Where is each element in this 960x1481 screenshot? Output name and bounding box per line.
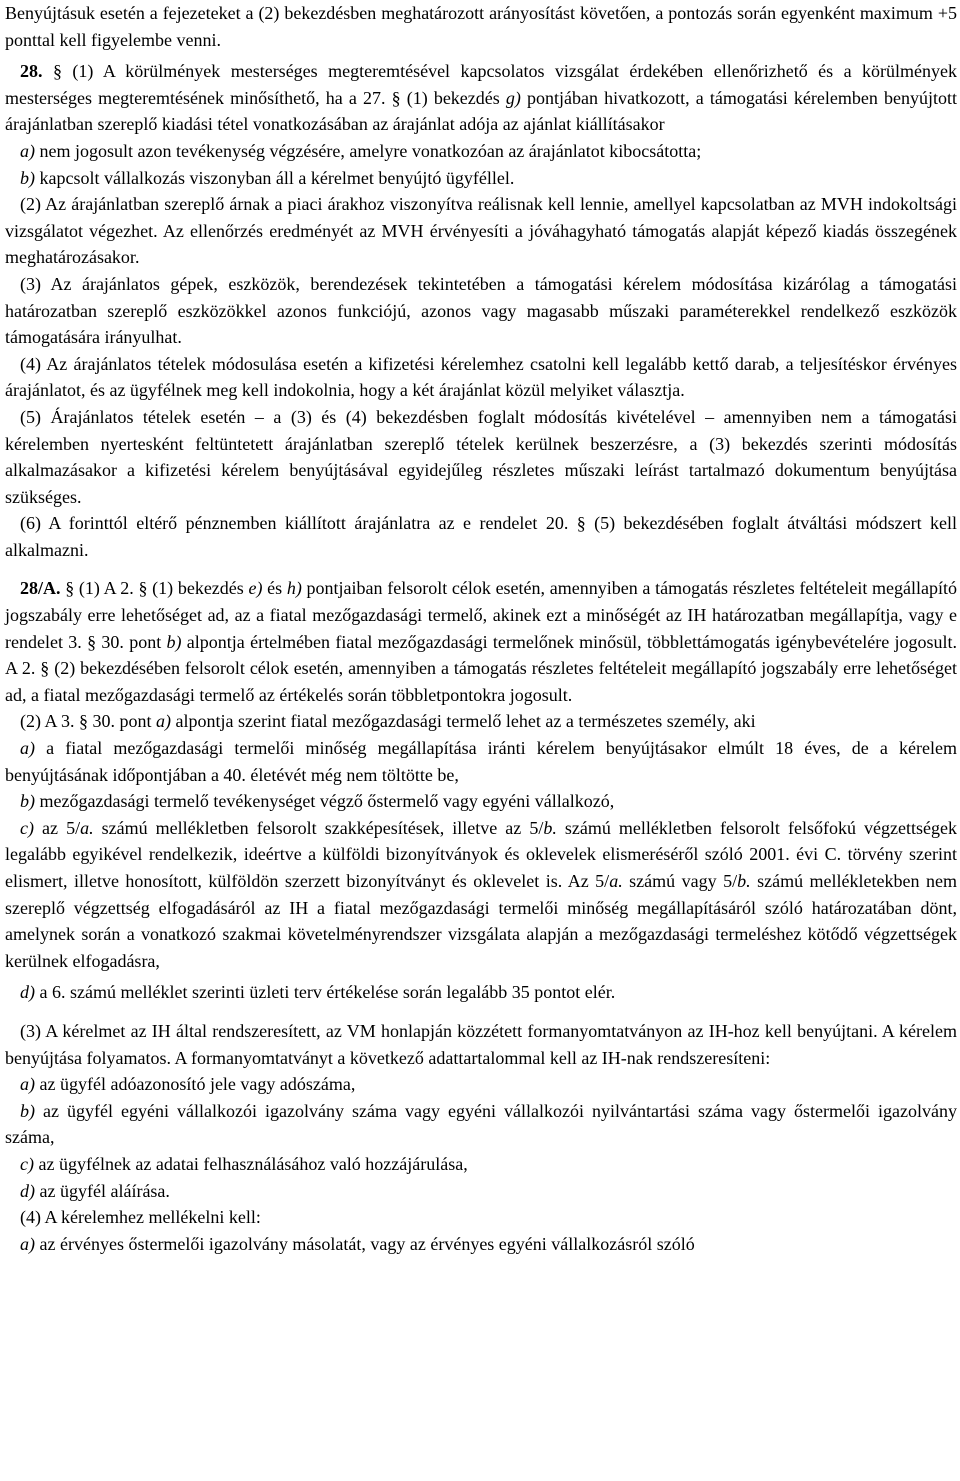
text-run: § (1) A körülmények mesterséges megteremtésével kapcsolatos vizsgálat érdekében ellenőrizhető és a körülmények mesterséges megteremtésének minősíthető, ha a 27. § (1) bekezdés [5,61,957,108]
text-run: az érvényes őstermelői igazolvány másolatát, vagy az érvényes egyéni vállalkozásról szóló [35,1233,695,1254]
item-marker: b) [20,791,35,812]
text-run: számú mellékletben felsorolt felsőfokú végzettségek legalább egyikével rendelkezik, ideértve a külföldi bizonyítványok és oklevelek elismeréséről szóló 2001. évi C. törvény szerint elismert, illetve honosított, külföldön szerzett bizonyítványt és oklevelet is. Az 5/ [5,817,957,891]
text-run: pontjaiban felsorolt célok esetén, amennyiben a támogatás részletes feltételeit megállapító jogszabály erre lehetőséget ad, az a fiatal mezőgazdasági termelő, akinek ezt a minőségét az IH határozatban megállapítja, vagy e rendelet 3. § 30. pont [5,578,958,652]
list-item-a [5,138,957,165]
text-run: mezőgazdasági termelő tevékenységet végző őstermelő vagy egyéni vállalkozó, [35,791,615,812]
section-28a-para-1 [5,575,957,708]
list-item-a [5,1071,957,1098]
item-marker: h) [286,578,302,599]
text-run: az 5/ [33,817,81,838]
text-run: az ügyfél egyéni vállalkozói igazolvány száma vagy egyéni vállalkozói nyilvántartási száma vagy őstermelői igazolvány száma, [5,1100,957,1148]
section-28-para-5 [5,404,957,510]
section-28a-para-2 [5,708,957,735]
text-run: (4) A kérelemhez mellékelni kell: [20,1207,261,1228]
text-run: (5) Árajánlatos tételek esetén – a (3) és (4) bekezdésben foglalt módosítás kivételével – amennyiben nem a támogatási kérelemben nyertesként feltüntetett árajánlatban szereplő tételek kerülnek beszerzésre, a (3) bekezdés szerinti módosítás alkalmazásakor a kifizetési kérelem benyújtásával egyidejűleg részletes műszaki leírást tartalmazó dokumentum benyújtása szükséges. [5,406,957,507]
text-run: (3) A kérelmet az IH által rendszeresített, az VM honlapján közzétett formanyomtatványon az IH-hoz kell benyújtani. A kérelem benyújtása folyamatos. A formanyomtatványt a következő adattartalommal kell az IH-nak rendszeresíteni: [5,1020,957,1068]
list-item-c [5,815,957,975]
item-marker: a) [20,1233,35,1254]
item-marker: a. [80,817,94,838]
section-number: 28/A. [20,578,61,599]
text-run: az ügyfél adóazonosító jele vagy adószáma, [35,1074,356,1095]
text-run: számú mellékletben felsorolt szakképesítések, illetve az 5/ [93,817,544,838]
item-marker: b) [20,167,35,188]
section-28-para-2 [5,191,957,271]
section-28-para-6 [5,510,957,563]
item-marker: d) [20,982,35,1003]
list-item-b [5,788,957,815]
item-marker: c) [20,1153,34,1174]
text-run: (2) Az árajánlatban szereplő árnak a piaci árakhoz viszonyítva reálisnak kell lennie, amellyel kapcsolatban az MVH indokoltsági vizsgálatot végezhet. Az ellenőrzés eredményét az MVH érvényesíti a jóváhagyható támogatás alapját képező kiadás összegének meghatározásakor. [5,194,957,268]
item-marker: a) [156,711,172,732]
text-run: (4) Az árajánlatos tételek módosulása esetén a kifizetési kérelemhez csatolni kell legalább kettő darab, a teljesítéskor érvényes árajánlatot, és az ügyfélnek meg kell indokolnia, hogy a két árajánlat közül melyiket választja. [5,353,957,401]
list-item-b [5,1098,957,1151]
text-run: (2) A 3. § 30. pont [20,711,157,732]
item-marker: g) [505,87,521,108]
list-item-d [5,979,957,1006]
text-run: az ügyfélnek az adatai felhasználásához való hozzájárulása, [33,1153,468,1174]
text-run: nem jogosult azon tevékenység végzésére, amelyre vonatkozóan az árajánlatot kibocsátotta; [35,140,702,161]
item-marker: a. [609,871,623,891]
item-marker: c) [20,817,34,838]
list-item-d [5,1178,957,1205]
item-marker: a) [20,140,35,161]
item-marker: b) [166,631,182,652]
text-run: alpontja szerint fiatal mezőgazdasági termelő lehet az a természetes személy, aki [171,711,756,732]
section-number: 28. [20,61,43,82]
section-28a-para-4 [5,1204,957,1231]
text-run: Benyújtásuk esetén a fejezeteket a (2) bekezdésben meghatározott arányosítást követően, a pontozás során egyenként maximum +5 ponttal kell figyelembe venni. [5,3,957,50]
item-marker: d) [20,1180,35,1201]
list-item-c [5,1151,957,1178]
item-marker: b. [543,817,557,838]
section-28-para-3 [5,271,957,351]
text-run: (3) Az árajánlatos gépek, eszközök, berendezések tekintetében a támogatási kérelem módosítása kizárólag a támogatási határozatban szereplő eszközökkel azonos funkciójú, azonos vagy magasabb műszaki paraméterekkel rendelkező eszközök támogatására irányulhat. [5,273,957,348]
item-marker: a) [20,1074,35,1095]
text-run: kapcsolt vállalkozás viszonyban áll a kérelmet benyújtó ügyféllel. [35,167,515,188]
text-run: § (1) A 2. § (1) bekezdés [60,578,249,599]
text-run: a fiatal mezőgazdasági termelői minőség megállapítása iránti kérelem benyújtásakor elmúlt 18 éves, de a kérelem benyújtásának időpontjában a 40. életévét még nem töltötte be, [5,738,957,785]
list-item-b [5,165,957,192]
text-run: számú vagy 5/ [622,871,738,891]
list-item-a [5,735,957,788]
section-28-para-1 [5,58,957,138]
section-28a-para-3 [5,1018,957,1071]
text-run: (6) A forinttól eltérő pénznemben kiállított árajánlatra az e rendelet 20. § (5) bekezdésében foglalt átváltási módszert kell alkalmazni. [5,513,957,560]
item-marker: a) [20,738,35,759]
item-marker: e) [248,578,263,599]
paragraph-intro [5,0,957,53]
list-item-a [5,1231,957,1258]
text-run: és [262,578,287,599]
section-28-para-4 [5,351,957,404]
text-run: számú mellékletekben nem szereplő végzettség elfogadásáról az IH a fiatal mezőgazdasági termelői minőség megállapításáról szóló határozatában dönt, amelynek során a vonatkozó szakmai követelményrendszer vizsgálata alapján a mezőgazdasági termeléshez kötődő végzettségek kerülnek elfogadásra, [5,871,957,971]
text-run: az ügyfél aláírása. [35,1180,170,1201]
text-run: a 6. számú melléklet szerinti üzleti terv értékelése során legalább 35 pontot elér. [35,982,616,1003]
text-run: pontjában hivatkozott, a támogatási kérelemben benyújtott árajánlatban szereplő kiadási tétel vonatkozásában az árajánlat adója az ajánlat kiállításakor [5,87,957,135]
text-run: alpontja értelmében fiatal mezőgazdasági termelőnek minősül, többlettámogatás igénybevételére jogosult. A 2. § (2) bekezdésében felsorolt célok esetén, amennyiben a támogatás részletes feltételeit megállapító jogszabály erre lehetőséget ad, a fiatal mezőgazdasági termelő az értékelés során többletpontokra jogosult. [5,631,957,705]
item-marker: b. [737,871,751,891]
item-marker: b) [20,1100,35,1121]
